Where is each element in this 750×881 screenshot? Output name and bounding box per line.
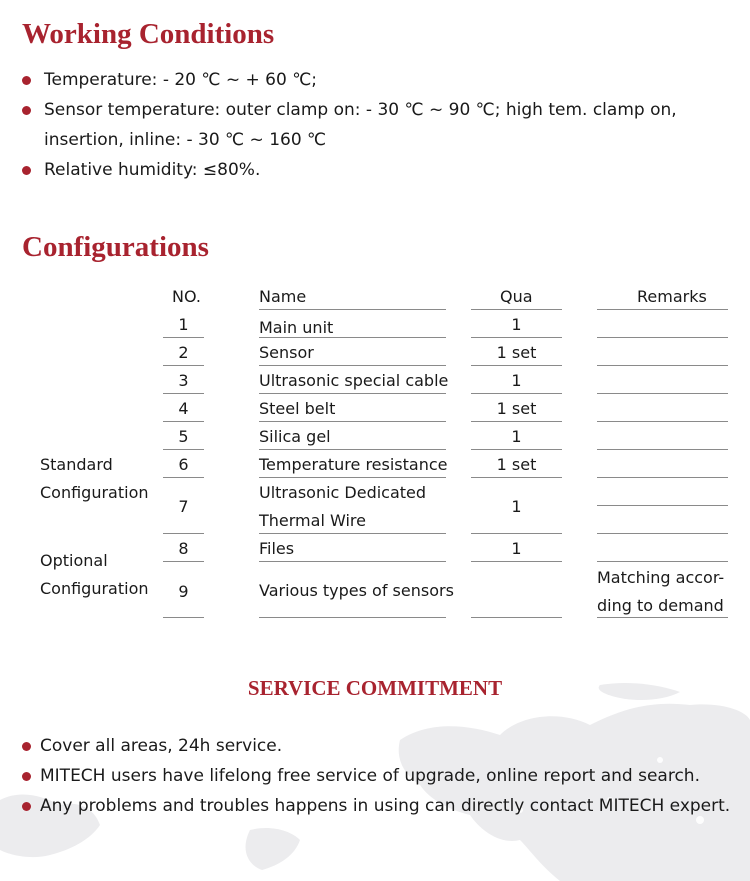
table-rule (597, 477, 728, 478)
table-rule (597, 505, 728, 506)
service-item-contact: Any problems and troubles happens in using can directly contact MITECH expert. (22, 791, 730, 821)
row-qua: 1 set (496, 455, 537, 474)
row-no: 3 (178, 371, 189, 390)
row-no: 8 (178, 539, 189, 558)
row-name: Various types of sensors (259, 581, 454, 600)
table-rule (259, 533, 446, 534)
row-qua: 1 (511, 497, 522, 516)
row-name: Temperature resistance (259, 455, 448, 474)
table-rule (597, 309, 728, 310)
row-no: 7 (178, 497, 189, 516)
table-rule (471, 561, 562, 562)
table-rule (471, 309, 562, 310)
header-no: NO. (172, 287, 201, 306)
table-rule (471, 533, 562, 534)
row-name: Files (259, 539, 295, 558)
row-no: 6 (178, 455, 189, 474)
table-rule (597, 393, 728, 394)
condition-humidity: Relative humidity: ≤80%. (22, 155, 677, 185)
row-remarks: Matching accor- (597, 568, 725, 587)
table-rule (597, 449, 728, 450)
table-rule (259, 365, 446, 366)
row-no: 4 (178, 399, 189, 418)
working-conditions-title: Working Conditions (22, 18, 275, 50)
condition-sensor-temperature: Sensor temperature: outer clamp on: - 30 ℃ ~ 90 ℃; high tem. clamp on, (22, 95, 677, 125)
table-rule (259, 617, 446, 618)
row-qua: 1 (511, 427, 522, 446)
table-rule (259, 449, 446, 450)
standard-configuration-label: Standard Configuration (40, 455, 149, 502)
table-rule (471, 421, 562, 422)
table-rule (163, 449, 204, 450)
condition-sensor-temperature-cont: insertion, inline: - 30 ℃ ~ 160 ℃ (44, 130, 327, 150)
configurations-title: Configurations (22, 231, 209, 263)
table-rule (259, 421, 446, 422)
table-rule (471, 449, 562, 450)
row-name: Ultrasonic Dedicated (259, 483, 427, 502)
row-no: 5 (178, 427, 189, 446)
service-commitment-list (22, 731, 730, 821)
header-remarks: Remarks (637, 287, 707, 306)
table-rule (259, 309, 446, 310)
table-rule (259, 393, 446, 394)
service-item-lifelong: MITECH users have lifelong free service of upgrade, online report and search. (22, 761, 730, 791)
table-rule (597, 421, 728, 422)
table-rule (259, 477, 446, 478)
table-rule (471, 337, 562, 338)
row-qua: 1 (511, 539, 522, 558)
row-name: Ultrasonic special cable (259, 371, 449, 390)
row-name: Sensor (259, 343, 314, 362)
optional-configuration-label: Optional Configuration (40, 551, 149, 598)
row-qua: 1 (511, 371, 522, 390)
table-rule (163, 533, 204, 534)
table-rule (471, 365, 562, 366)
row-qua: 1 set (496, 343, 537, 362)
header-qua: Qua (500, 287, 533, 306)
working-conditions-list (22, 65, 677, 185)
row-name: Main unit (259, 318, 334, 337)
row-qua: 1 (511, 315, 522, 334)
table-rule (163, 337, 204, 338)
table-rule (471, 393, 562, 394)
table-rule (163, 617, 204, 618)
row-name-cont: Thermal Wire (259, 511, 366, 530)
row-no: 9 (178, 582, 189, 601)
table-rule (471, 477, 562, 478)
service-item-coverage: Cover all areas, 24h service. (22, 731, 730, 761)
row-remarks-cont: ding to demand (597, 596, 724, 615)
table-rule (163, 393, 204, 394)
row-name: Steel belt (259, 399, 336, 418)
table-rule (597, 337, 728, 338)
table-rule (163, 477, 204, 478)
table-rule (471, 617, 562, 618)
table-rule (259, 337, 446, 338)
row-no: 2 (178, 343, 189, 362)
table-rule (597, 365, 728, 366)
table-rule (597, 561, 728, 562)
row-name: Silica gel (259, 427, 331, 446)
table-rule (163, 421, 204, 422)
table-rule (163, 561, 204, 562)
row-no: 1 (178, 315, 189, 334)
row-qua: 1 set (496, 399, 537, 418)
table-rule (597, 533, 728, 534)
header-name: Name (259, 287, 307, 306)
table-rule (597, 617, 728, 618)
condition-temperature: Temperature: - 20 ℃ ~ + 60 ℃; (22, 65, 677, 95)
table-rule (259, 561, 446, 562)
table-rule (163, 365, 204, 366)
service-commitment-title: SERVICE COMMITMENT (247, 676, 503, 700)
